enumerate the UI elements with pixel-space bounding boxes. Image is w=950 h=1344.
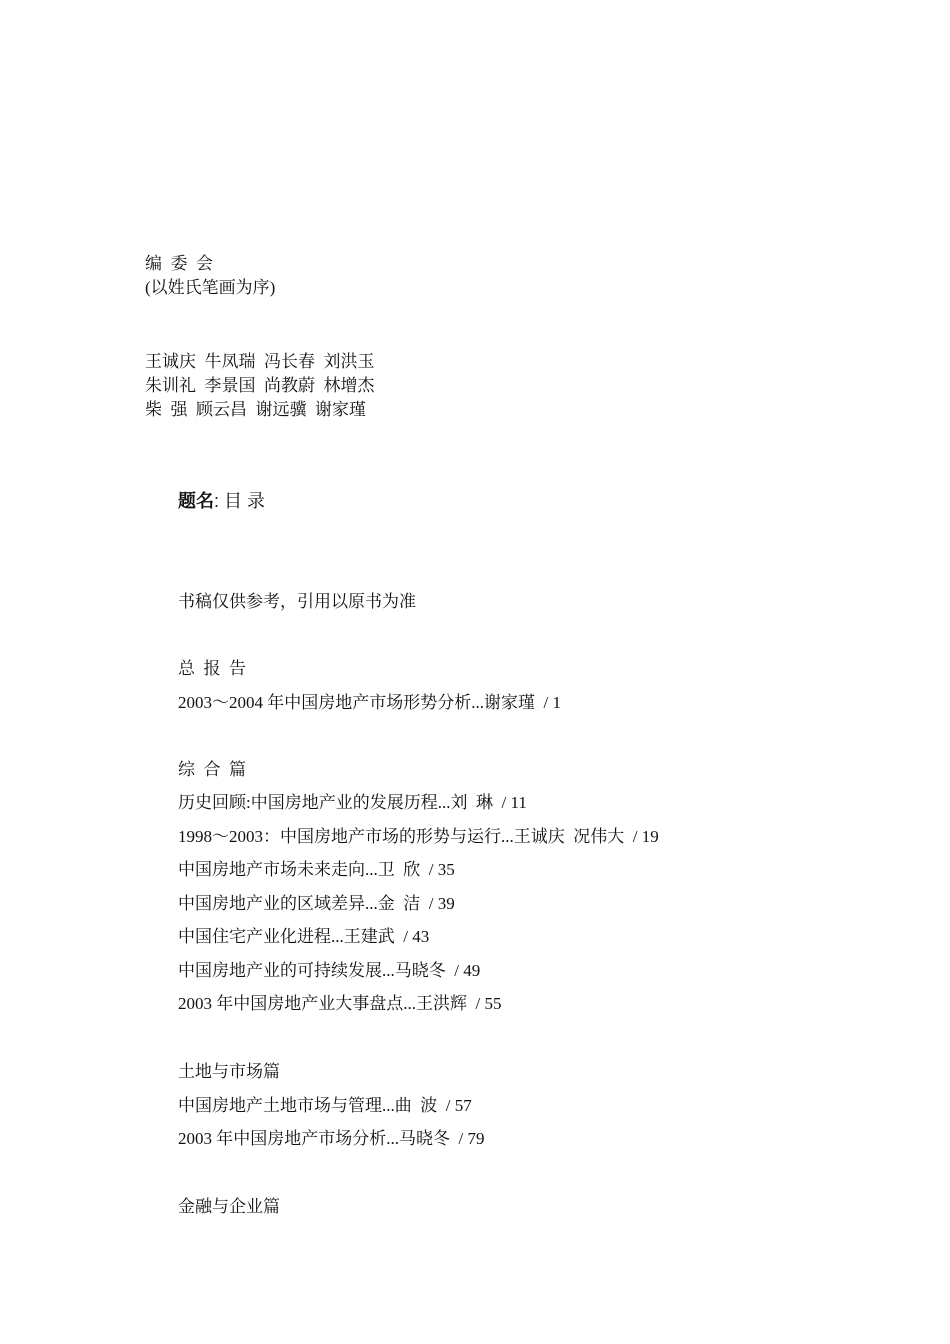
committee-members (145, 350, 375, 422)
toc-entry[interactable]: 中国房地产市场未来走向...卫 欣 / 35 (178, 860, 455, 879)
toc-entry[interactable]: 中国住宅产业化进程...王建武 / 43 (178, 927, 430, 946)
title-separator: : (214, 491, 225, 511)
toc-entry[interactable]: 中国房地产土地市场与管理...曲 波 / 57 (178, 1096, 472, 1115)
committee-heading: 编 委 会 (145, 254, 213, 273)
document-title (178, 489, 265, 513)
toc-entry[interactable]: 2003 年中国房地产市场分析...马晓冬 / 79 (178, 1129, 485, 1148)
disclaimer-note: 书稿仅供参考，引用以原书为准 (178, 592, 416, 611)
toc-entry[interactable]: 2003 年中国房地产业大事盘点...王洪辉 / 55 (178, 994, 502, 1013)
member-row: 朱训礼 李景国 尚教蔚 林增杰 (145, 376, 375, 395)
section-heading: 总 报 告 (178, 659, 246, 678)
title-value: 目 录 (224, 491, 266, 511)
member-row: 王诚庆 牛凤瑞 冯长春 刘洪玉 (145, 352, 375, 371)
toc-entry[interactable]: 中国房地产业的可持续发展...马晓冬 / 49 (178, 961, 481, 980)
section-heading: 综 合 篇 (178, 760, 246, 779)
member-row: 柴 强 顾云昌 谢远骥 谢家瑾 (145, 400, 366, 419)
toc-entry[interactable]: 2003～2004 年中国房地产市场形势分析...谢家瑾 / 1 (178, 693, 561, 712)
editorial-committee (145, 252, 275, 300)
toc-entry[interactable]: 中国房地产业的区域差异...金 洁 / 39 (178, 894, 455, 913)
section-heading: 土地与市场篇 (178, 1062, 280, 1081)
toc-entry[interactable]: 1998～2003：中国房地产市场的形势与运行...王诚庆 况伟大 / 19 (178, 827, 659, 846)
section-heading: 金融与企业篇 (178, 1197, 280, 1216)
title-label: 题名 (178, 491, 214, 511)
toc-entry[interactable]: 历史回顾:中国房地产业的发展历程...刘 琳 / 11 (178, 793, 527, 812)
committee-subheading: (以姓氏笔画为序) (145, 278, 276, 297)
